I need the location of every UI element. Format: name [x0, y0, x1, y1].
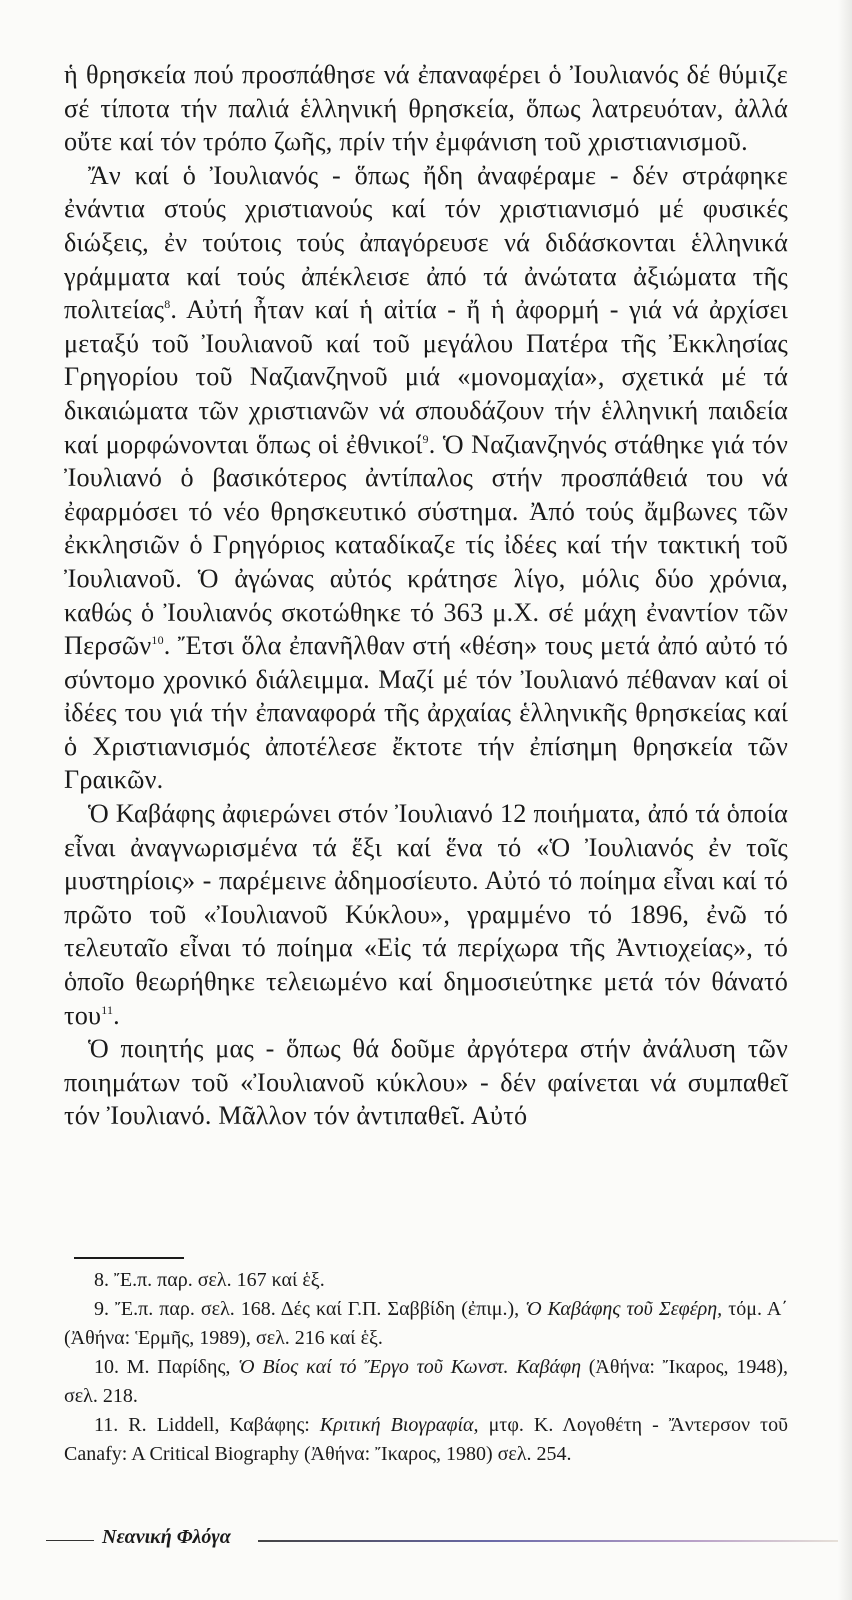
- text-run: ἡ θρησκεία πού προσπάθησε νά ἐπαναφέρει ὁ Ἰουλιανός δέ θύμιζε σέ τίποτα τήν παλιά ἑλληνική θρησκεία, ὅπως λατρευόταν, ἀλλά οὔτε καί τόν τρόπο ζωῆς, πρίν τήν ἐμφάνιση τοῦ χριστιανισμοῦ.: [64, 60, 788, 157]
- footnote: [64, 1295, 788, 1353]
- footnote-separator: [74, 1257, 184, 1259]
- footnote-ref: 9: [422, 431, 429, 446]
- main-text: [64, 58, 788, 1133]
- footnotes: [64, 1266, 788, 1469]
- paragraph: [64, 58, 788, 159]
- text-run: .: [113, 1000, 120, 1030]
- text-run: 11. R. Liddell, Καβάφης:: [94, 1414, 320, 1436]
- text-run: 8. Ἔ.π. παρ. σελ. 167 καί ἑξ.: [94, 1269, 325, 1291]
- text-run: τόμ. Α΄ (Ἀθήνα: Ἑρμῆς, 1989), σελ. 216 καί ἑξ.: [64, 1298, 788, 1349]
- text-run: . Ἔτσι ὅλα ἐπανῆλθαν στή «θέση» τους μετά ἀπό αὐτό τό σύντομο χρονικό διάλειμμα. Μαζί μέ τόν Ἰουλιανό πέθαναν καί οἱ ἰδέες του γιά τήν ἐπαναφορά τῆς ἀρχαίας ἑλληνικῆς θρησκείας καί ὁ Χριστιανισμός ἀποτέλεσε ἔκτοτε τήν ἐπίσημη θρησκεία τῶν Γραικῶν.: [64, 631, 788, 795]
- footnote: [64, 1353, 788, 1411]
- footnote-ref: 10: [151, 633, 164, 648]
- footer-right-rule: [258, 1540, 838, 1542]
- italic-title: Ὁ Καβάφης τοῦ Σεφέρη,: [525, 1298, 723, 1320]
- footer-left-rule: [46, 1540, 94, 1541]
- paragraph: [64, 1032, 788, 1133]
- text-run: . Ὁ Ναζιανζηνός στάθηκε γιά τόν Ἰουλιανό ὁ βασικότερος ἀντίπαλος στήν προσπάθειά του νά ἐφαρμόσει τό νέο θρησκευτικό σύστημα. Ἀπό τούς ἄμβωνες τῶν ἐκκλησιῶν ὁ Γρηγόριος καταδίκαζε τίς ἰδέες καί τήν τακτική τοῦ Ἰουλιανοῦ. Ὁ ἀγώνας αὐτός κράτησε λίγο, μόλις δύο χρόνια, καθώς ὁ Ἰουλιανός σκοτώθηκε τό 363 μ.Χ. σέ μάχη ἐναντίον τῶν Περσῶν: [64, 429, 789, 661]
- text-run: Ὁ Καβάφης ἀφιερώνει στόν Ἰουλιανό 12 ποιήματα, ἀπό τά ὁποία εἶναι ἀναγνωρισμένα τά ἕξι καί ἕνα τό «Ὁ Ἰουλιανός ἐν τοῖς μυστηρίοις» - παρέμεινε ἀδημοσίευτο. Αὐτό τό ποίημα εἶναι καί τό πρῶτο τοῦ «Ἰουλιανοῦ Κύκλου», γραμμένο τό 1896, ἐνῶ τό τελευταῖο εἶναι τό ποίημα «Εἰς τά περίχωρα τῆς Ἀντιοχείας», τό ὁποῖο θεωρήθηκε τελειωμένο καί δημοσιεύτηκε μετά τόν θάνατό του: [64, 799, 788, 1030]
- footnote: [64, 1266, 788, 1295]
- text-run: Ἄν καί ὁ Ἰουλιανός - ὅπως ἤδη ἀναφέραμε - δέν στράφηκε ἐνάντια στούς χριστιανούς καί τόν χριστιανισμό μέ φυσικές διώξεις, ἐν τούτοις τούς ἀπαγόρευσε νά διδάσκονται ἑλληνικά γράμματα καί τούς ἀπέκλεισε ἀπό τά ἀνώτατα ἀξιώματα τῆς πολιτείας: [64, 160, 788, 325]
- footer-title: Νεανική Φλόγα: [102, 1526, 231, 1548]
- text-run: Ὁ ποιητής μας - ὅπως θά δοῦμε ἀργότερα στήν ἀνάλυση τῶν ποιημάτων τοῦ «Ἰουλιανοῦ κύκλου» - δέν φαίνεται νά συμπαθεῖ τόν Ἰουλιανό. Μᾶλλον τόν ἀντιπαθεῖ. Αὐτό: [64, 1034, 788, 1131]
- italic-title: Ὁ Βίος καί τό Ἔργο τοῦ Κωνστ. Καβάφη: [238, 1356, 581, 1378]
- text-run: 9. Ἔ.π. παρ. σελ. 168. Δές καί Γ.Π. Σαββίδη (ἐπιμ.),: [94, 1298, 526, 1320]
- page-edge-shadow: [838, 0, 852, 1600]
- text-run: (Ἀθήνα: Ἴκαρος, 1948), σελ. 218.: [64, 1356, 788, 1407]
- paragraph: [64, 797, 788, 1032]
- text-run: 10. Μ. Παρίδης,: [94, 1356, 239, 1378]
- footnote-ref: 8: [164, 297, 171, 312]
- text-run: . Αὐτή ἦταν καί ἡ αἰτία - ἤ ἡ ἀφορμή - γιά νά ἀρχίσει μεταξύ τοῦ Ἰουλιανοῦ καί τοῦ μεγάλου Πατέρα τῆς Ἐκκλησίας Γρηγορίου τοῦ Ναζιανζηνοῦ μιά «μονομαχία», σχετικά μέ τά δικαιώματα τῶν χριστιανῶν νά σπουδάζουν τήν ἑλληνική παιδεία καί μορφώνονται ὅπως οἱ ἐθνικοί: [64, 295, 788, 459]
- paragraph: [64, 159, 788, 797]
- italic-title: Κριτική Βιογραφία,: [319, 1414, 479, 1436]
- footnote: [64, 1411, 788, 1469]
- footnote-ref: 11: [101, 1002, 114, 1017]
- text-run: μτφ. Κ. Λογοθέτη - Ἄντερσον τοῦ Canafy: A Critical Biography (Ἀθήνα: Ἴκαρος, 1980) σελ. 254.: [64, 1414, 788, 1465]
